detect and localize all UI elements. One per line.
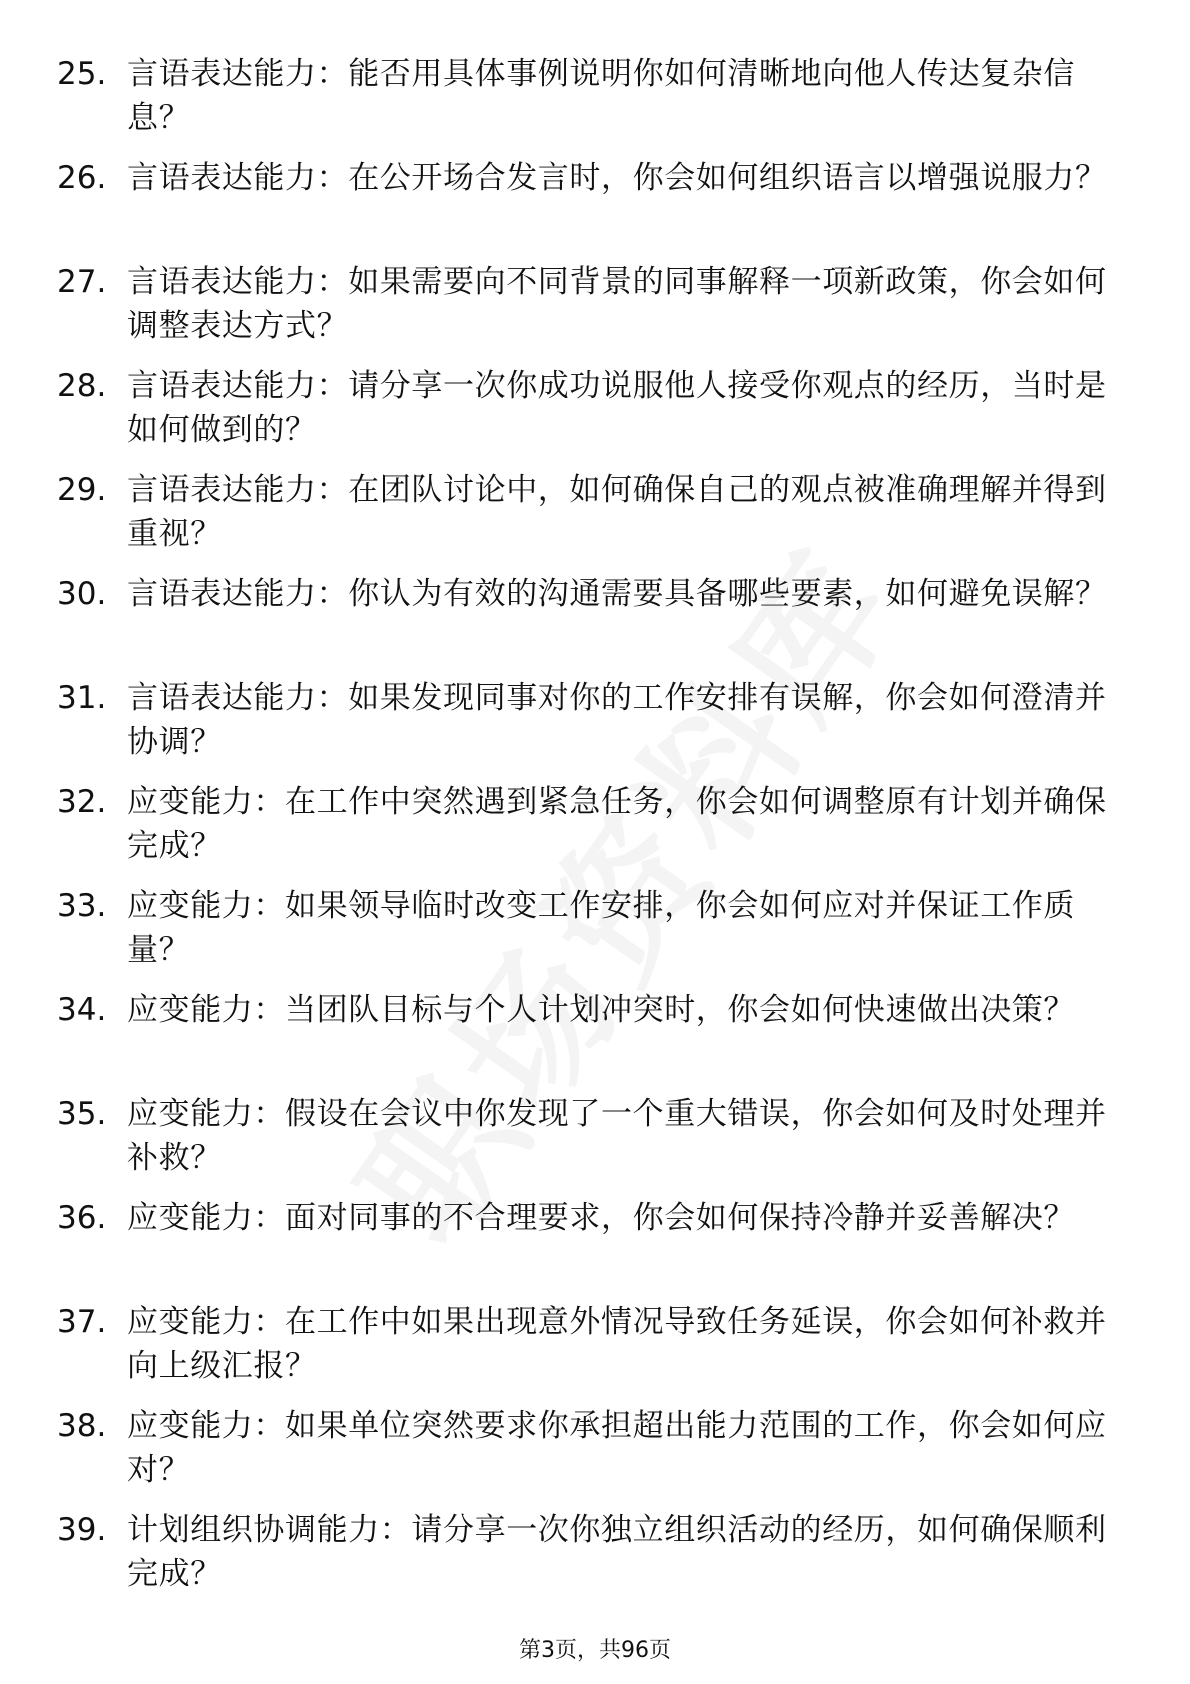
question-text: 应变能力：在工作中如果出现意外情况导致任务延误，你会如何补救并向上级汇报？ xyxy=(127,1304,1107,1384)
question-number: 28. xyxy=(57,368,107,404)
question-text: 言语表达能力：如果需要向不同背景的同事解释一项新政策，你会如何调整表达方式？ xyxy=(127,264,1107,344)
question-item xyxy=(0,676,1190,780)
question-item xyxy=(0,1404,1190,1508)
question-text: 言语表达能力：请分享一次你成功说服他人接受你观点的经历，当时是如何做到的？ xyxy=(127,368,1107,448)
question-number: 25. xyxy=(57,56,107,92)
question-number: 29. xyxy=(57,472,107,508)
question-item xyxy=(0,572,1190,676)
question-item xyxy=(0,1196,1190,1300)
question-text: 应变能力：面对同事的不合理要求，你会如何保持冷静并妥善解决？ xyxy=(127,1200,1075,1236)
question-item xyxy=(0,364,1190,468)
question-text: 言语表达能力：在公开场合发言时，你会如何组织语言以增强说服力？ xyxy=(127,160,1107,196)
question-text: 应变能力：在工作中突然遇到紧急任务，你会如何调整原有计划并确保完成？ xyxy=(127,784,1107,864)
question-text: 应变能力：如果领导临时改变工作安排，你会如何应对并保证工作质量？ xyxy=(127,888,1075,968)
question-item xyxy=(0,156,1190,260)
page-number-label: 第3页，共96页 xyxy=(519,1638,671,1663)
question-text: 应变能力：如果单位突然要求你承担超出能力范围的工作，你会如何应对？ xyxy=(127,1408,1107,1488)
question-number: 37. xyxy=(57,1304,107,1340)
question-text: 应变能力：当团队目标与个人计划冲突时，你会如何快速做出决策？ xyxy=(127,992,1075,1028)
question-number: 36. xyxy=(57,1200,107,1236)
question-text: 言语表达能力：如果发现同事对你的工作安排有误解，你会如何澄清并协调？ xyxy=(127,680,1107,760)
question-item xyxy=(0,52,1190,156)
question-item xyxy=(0,884,1190,988)
question-item xyxy=(0,780,1190,884)
question-number: 30. xyxy=(57,576,107,612)
question-number: 31. xyxy=(57,680,107,716)
question-text: 应变能力：假设在会议中你发现了一个重大错误，你会如何及时处理并补救？ xyxy=(127,1096,1107,1176)
question-number: 35. xyxy=(57,1096,107,1132)
question-number: 33. xyxy=(57,888,107,924)
question-text: 言语表达能力：你认为有效的沟通需要具备哪些要素，如何避免误解？ xyxy=(127,576,1107,612)
question-item xyxy=(0,1508,1190,1612)
question-list xyxy=(0,52,1190,1612)
question-item xyxy=(0,1300,1190,1404)
question-number: 39. xyxy=(57,1512,107,1548)
question-number: 27. xyxy=(57,264,107,300)
question-number: 26. xyxy=(57,160,107,196)
question-number: 38. xyxy=(57,1408,107,1444)
question-item xyxy=(0,260,1190,364)
question-number: 32. xyxy=(57,784,107,820)
question-text: 计划组织协调能力：请分享一次你独立组织活动的经历，如何确保顺利完成？ xyxy=(127,1512,1107,1592)
question-item xyxy=(0,468,1190,572)
page-footer xyxy=(0,1637,1190,1665)
question-number: 34. xyxy=(57,992,107,1028)
question-text: 言语表达能力：在团队讨论中，如何确保自己的观点被准确理解并得到重视？ xyxy=(127,472,1107,552)
question-item xyxy=(0,988,1190,1092)
question-item xyxy=(0,1092,1190,1196)
question-text: 言语表达能力：能否用具体事例说明你如何清晰地向他人传达复杂信息？ xyxy=(127,56,1075,136)
